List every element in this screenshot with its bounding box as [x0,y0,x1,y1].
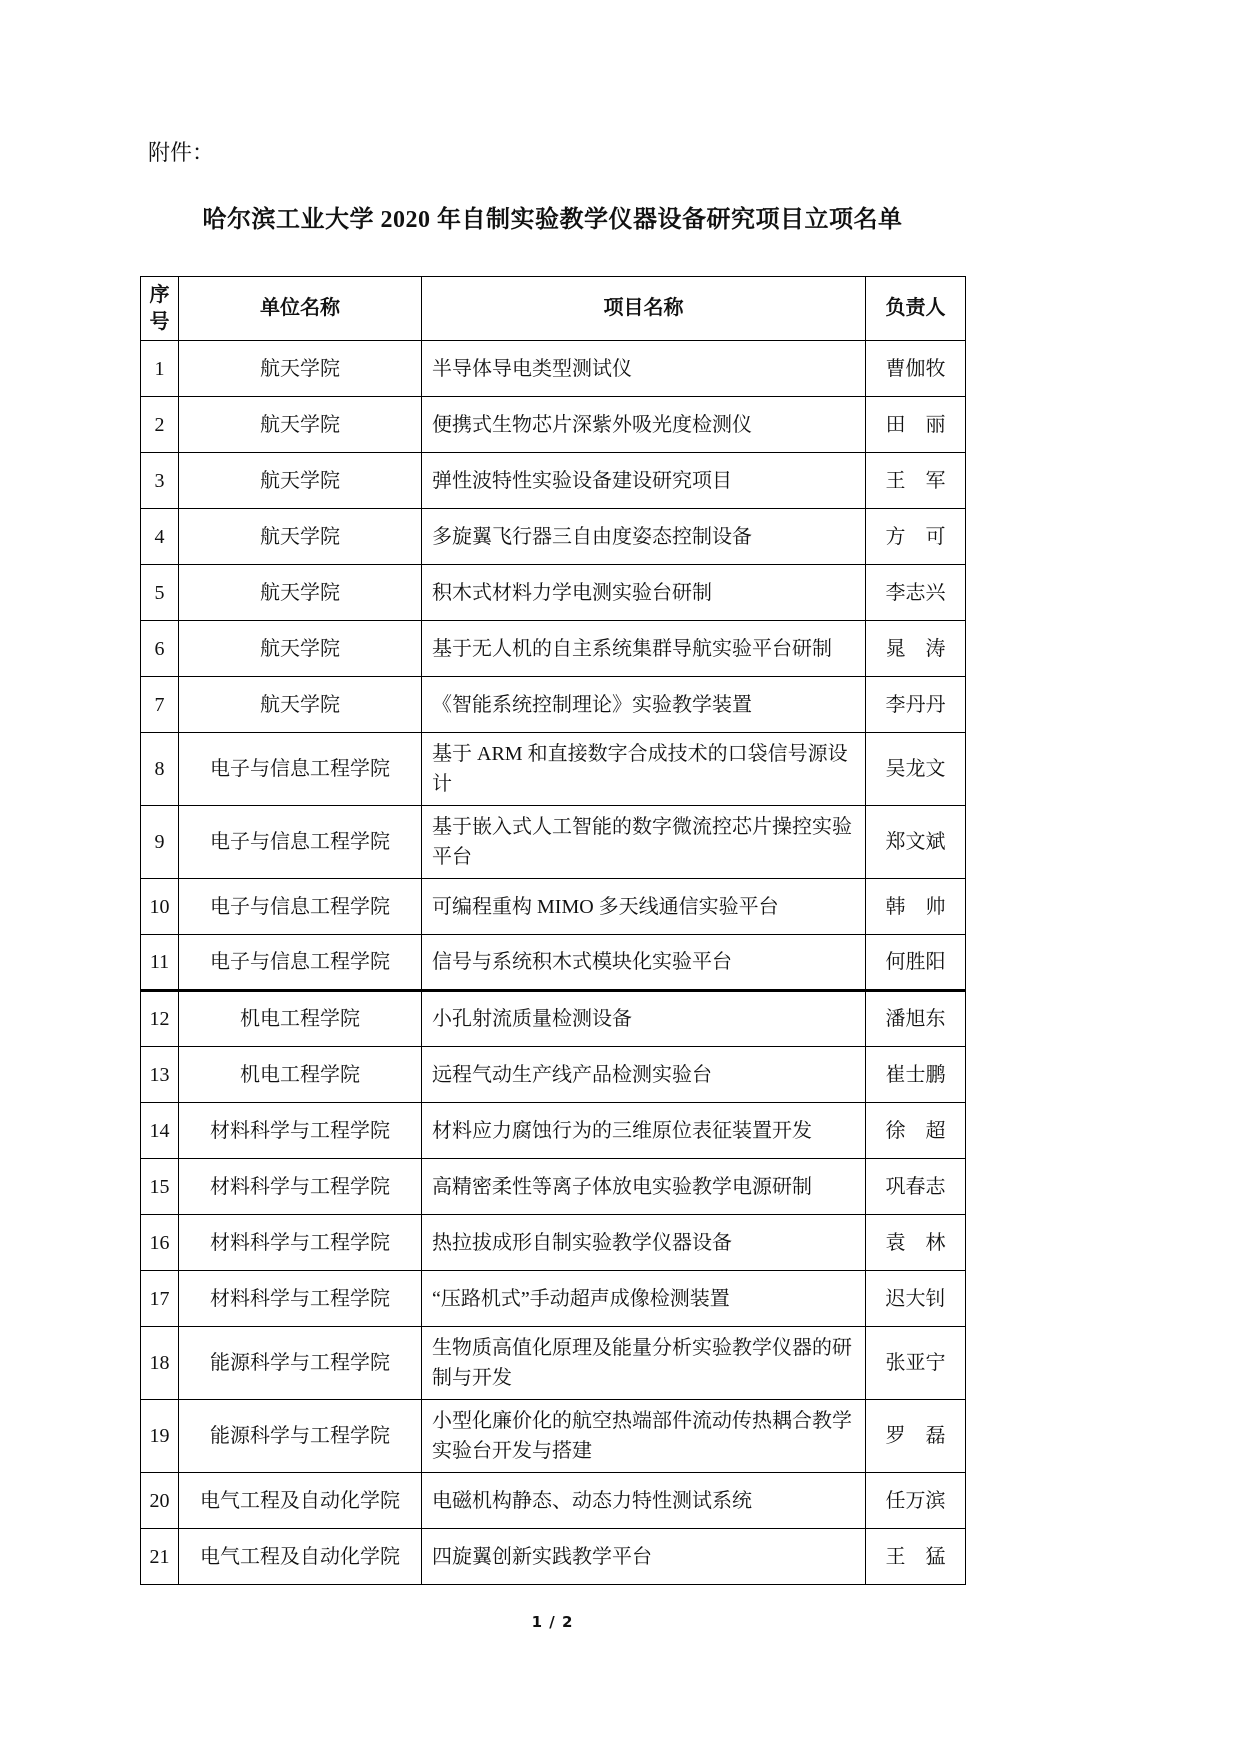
cell-project: 高精密柔性等离子体放电实验教学电源研制 [422,1159,866,1215]
cell-unit: 电子与信息工程学院 [179,806,422,879]
cell-unit: 机电工程学院 [179,1047,422,1103]
cell-project: “压路机式”手动超声成像检测装置 [422,1271,866,1327]
cell-leader: 任万滨 [866,1473,966,1529]
cell-index: 18 [141,1327,179,1400]
cell-project: 四旋翼创新实践教学平台 [422,1529,866,1585]
cell-project: 小型化廉价化的航空热端部件流动传热耦合教学实验台开发与搭建 [422,1400,866,1473]
cell-unit: 航天学院 [179,677,422,733]
cell-unit: 航天学院 [179,621,422,677]
cell-unit: 电气工程及自动化学院 [179,1529,422,1585]
cell-project: 远程气动生产线产品检测实验台 [422,1047,866,1103]
cell-unit: 航天学院 [179,509,422,565]
cell-leader: 王 猛 [866,1529,966,1585]
cell-index: 4 [141,509,179,565]
table-row [141,1103,966,1159]
cell-index: 1 [141,341,179,397]
cell-project: 信号与系统积木式模块化实验平台 [422,935,866,991]
cell-unit: 电子与信息工程学院 [179,733,422,806]
cell-leader: 曹伽牧 [866,341,966,397]
cell-project: 生物质高值化原理及能量分析实验教学仪器的研制与开发 [422,1327,866,1400]
cell-index: 14 [141,1103,179,1159]
cell-unit: 电气工程及自动化学院 [179,1473,422,1529]
header-unit: 单位名称 [179,277,422,341]
table-row [141,677,966,733]
cell-unit: 材料科学与工程学院 [179,1103,422,1159]
cell-project: 弹性波特性实验设备建设研究项目 [422,453,866,509]
table-row [141,733,966,806]
cell-leader: 徐 超 [866,1103,966,1159]
table-row [141,1400,966,1473]
cell-project: 电磁机构静态、动态力特性测试系统 [422,1473,866,1529]
table-row [141,1215,966,1271]
cell-unit: 能源科学与工程学院 [179,1327,422,1400]
table-row [141,991,966,1047]
cell-index: 20 [141,1473,179,1529]
table-row [141,341,966,397]
table-row [141,565,966,621]
cell-leader: 吴龙文 [866,733,966,806]
cell-unit: 机电工程学院 [179,991,422,1047]
cell-leader: 田 丽 [866,397,966,453]
cell-leader: 李志兴 [866,565,966,621]
cell-leader: 罗 磊 [866,1400,966,1473]
table-row [141,1473,966,1529]
cell-project: 多旋翼飞行器三自由度姿态控制设备 [422,509,866,565]
cell-unit: 材料科学与工程学院 [179,1271,422,1327]
cell-index: 9 [141,806,179,879]
cell-project: 可编程重构 MIMO 多天线通信实验平台 [422,879,866,935]
table-row [141,935,966,991]
cell-index: 19 [141,1400,179,1473]
page-number: 1 / 2 [531,1613,574,1631]
cell-leader: 张亚宁 [866,1327,966,1400]
table-row [141,1271,966,1327]
cell-leader: 韩 帅 [866,879,966,935]
cell-index: 12 [141,991,179,1047]
cell-leader: 巩春志 [866,1159,966,1215]
cell-unit: 航天学院 [179,341,422,397]
cell-leader: 李丹丹 [866,677,966,733]
table-row [141,1159,966,1215]
table-row [141,1529,966,1585]
cell-index: 6 [141,621,179,677]
cell-project: 基于嵌入式人工智能的数字微流控芯片操控实验平台 [422,806,866,879]
cell-project: 《智能系统控制理论》实验教学装置 [422,677,866,733]
cell-index: 13 [141,1047,179,1103]
cell-index: 16 [141,1215,179,1271]
document-title: 哈尔滨工业大学 2020 年自制实验教学仪器设备研究项目立项名单 [202,207,903,233]
header-leader: 负责人 [866,277,966,341]
table-row [141,453,966,509]
cell-index: 7 [141,677,179,733]
table-row [141,621,966,677]
cell-leader: 潘旭东 [866,991,966,1047]
header-index: 序号 [141,277,179,341]
table-row [141,397,966,453]
table-row [141,509,966,565]
table-row [141,1327,966,1400]
cell-unit: 航天学院 [179,565,422,621]
cell-index: 8 [141,733,179,806]
cell-project: 基于无人机的自主系统集群导航实验平台研制 [422,621,866,677]
cell-leader: 何胜阳 [866,935,966,991]
cell-index: 17 [141,1271,179,1327]
cell-index: 3 [141,453,179,509]
cell-leader: 晁 涛 [866,621,966,677]
cell-unit: 材料科学与工程学院 [179,1215,422,1271]
cell-index: 2 [141,397,179,453]
cell-unit: 电子与信息工程学院 [179,935,422,991]
table-row [141,806,966,879]
cell-leader: 郑文斌 [866,806,966,879]
cell-unit: 电子与信息工程学院 [179,879,422,935]
cell-unit: 航天学院 [179,397,422,453]
table-header-row [141,277,966,341]
cell-unit: 航天学院 [179,453,422,509]
cell-leader: 王 军 [866,453,966,509]
cell-index: 10 [141,879,179,935]
cell-project: 热拉拔成形自制实验教学仪器设备 [422,1215,866,1271]
cell-project: 积木式材料力学电测实验台研制 [422,565,866,621]
cell-project: 小孔射流质量检测设备 [422,991,866,1047]
cell-leader: 方 可 [866,509,966,565]
cell-index: 15 [141,1159,179,1215]
table-row [141,879,966,935]
cell-project: 半导体导电类型测试仪 [422,341,866,397]
header-project: 项目名称 [422,277,866,341]
cell-leader: 崔士鹏 [866,1047,966,1103]
cell-index: 21 [141,1529,179,1585]
table-row [141,1047,966,1103]
cell-project: 材料应力腐蚀行为的三维原位表征装置开发 [422,1103,866,1159]
cell-leader: 迟大钊 [866,1271,966,1327]
cell-index: 5 [141,565,179,621]
cell-leader: 袁 林 [866,1215,966,1271]
cell-unit: 能源科学与工程学院 [179,1400,422,1473]
projects-table [140,276,966,1585]
cell-project: 便携式生物芯片深紫外吸光度检测仪 [422,397,866,453]
document-content [140,0,965,1631]
cell-unit: 材料科学与工程学院 [179,1159,422,1215]
cell-project: 基于 ARM 和直接数字合成技术的口袋信号源设计 [422,733,866,806]
attachment-label: 附件： [148,140,215,165]
cell-index: 11 [141,935,179,991]
